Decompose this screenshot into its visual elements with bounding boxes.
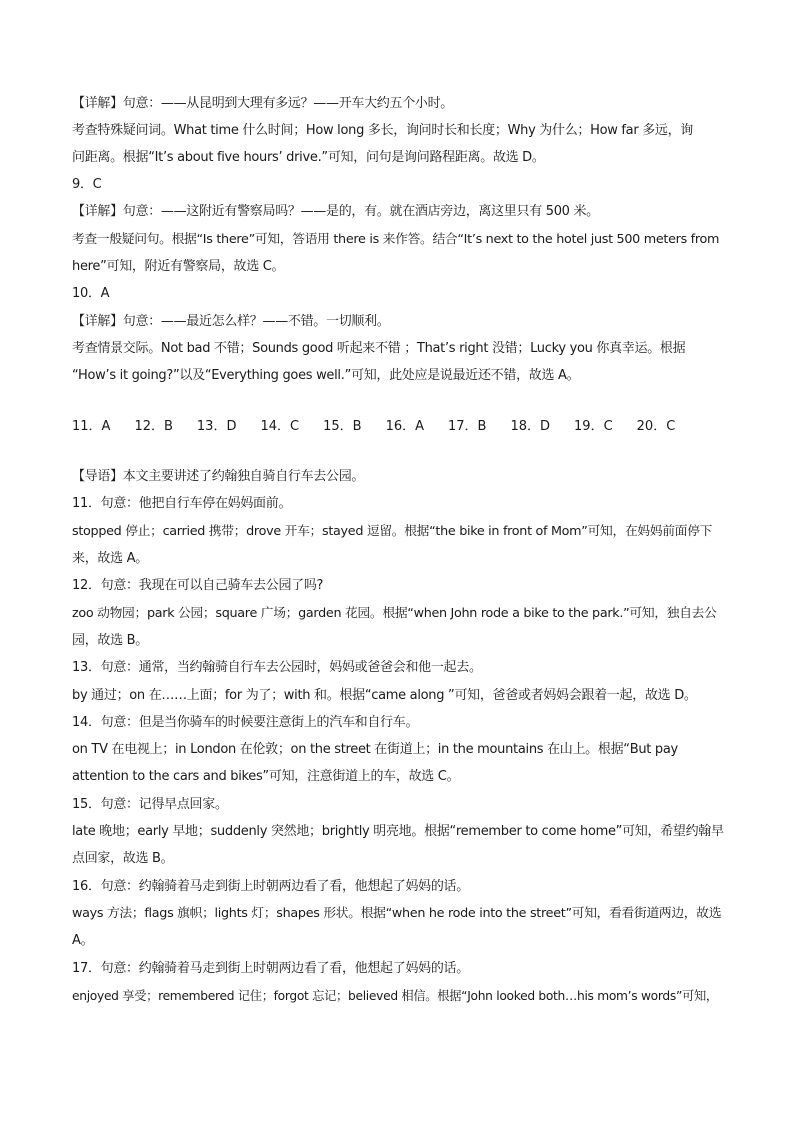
text-line: 点回家，故选 B。 bbox=[72, 851, 174, 866]
text-line: 13．句意：通常，当约翰骑自行车去公园时，妈妈或爸爸会和他一起去。 bbox=[72, 660, 482, 675]
text-line: on TV 在电视上；in London 在伦敦；on the street 在街道上；in the mountains 在山上。根据“But pay bbox=[72, 742, 678, 757]
text-line: ways 方法；flags 旗帜；lights 灯；shapes 形状。根据“when he rode into the street”可知，看看街道两边，故选 bbox=[72, 906, 722, 921]
text-line: 11．句意：他把自行车停在妈妈面前。 bbox=[72, 496, 292, 511]
text-line: 10．A bbox=[72, 286, 110, 301]
answer-item: 11．A bbox=[72, 419, 111, 434]
answer-item: 16．A bbox=[385, 419, 424, 434]
text-line: 园，故选 B。 bbox=[72, 633, 148, 648]
answer-key-row bbox=[72, 417, 675, 437]
text-line: “How’s it going?”以及“Everything goes well.”可知，此处应是说最近还不错，故选 A。 bbox=[72, 368, 580, 383]
text-line: 来，故选 A。 bbox=[72, 551, 148, 566]
answer-item: 19．C bbox=[574, 419, 613, 434]
text-line: 14．句意：但是当你骑车的时候要注意街上的汽车和自行车。 bbox=[72, 715, 419, 730]
answer-item: 20．C bbox=[636, 419, 676, 434]
text-line: stopped 停止；carried 携带；drove 开车；stayed 逗留。根据“the bike in front of Mom”可知，在妈妈前面停下 bbox=[72, 524, 713, 539]
text-line: 9．C bbox=[72, 177, 102, 192]
text-line: 【详解】句意：——这附近有警察局吗？——是的，有。就在酒店旁边，离这里只有 500 米。 bbox=[72, 204, 599, 219]
text-line: 考查情景交际。Not bad 不错；Sounds good 听起来不错 ；That’s right 没错；Lucky you 你真幸运。根据 bbox=[72, 341, 686, 356]
answer-item: 12．B bbox=[134, 419, 173, 434]
answer-item: 15．B bbox=[323, 419, 362, 434]
text-line: 15．句意：记得早点回家。 bbox=[72, 797, 228, 812]
text-line: 考查特殊疑问词。What time 什么时间；How long 多长，询问时长和长度；Why 为什么；How far 多远，询 bbox=[72, 123, 694, 138]
answer-item: 18．D bbox=[510, 419, 551, 434]
text-line: 【导语】本文主要讲述了约翰独自骑自行车去公园。 bbox=[72, 469, 365, 484]
text-line: late 晚地；early 早地；suddenly 突然地；brightly 明亮地。根据“remember to come home”可知，希望约翰早 bbox=[72, 824, 724, 839]
text-line: 17．句意：约翰骑着马走到街上时朝两边看了看，他想起了妈妈的话。 bbox=[72, 961, 469, 976]
text-line: here”可知，附近有警察局，故选 C。 bbox=[72, 259, 285, 274]
text-line: by 通过；on 在……上面；for 为了；with 和。根据“came along ”可知，爸爸或者妈妈会跟着一起，故选 D。 bbox=[72, 688, 697, 703]
text-line: attention to the cars and bikes”可知，注意街道上的车，故选 C。 bbox=[72, 769, 460, 784]
text-line: A。 bbox=[72, 933, 94, 948]
text-line: enjoyed 享受；remembered 记住；forgot 忘记；believed 相信。根据“John looked both…his mom’s words”可知， bbox=[72, 989, 718, 1003]
answer-item: 14．C bbox=[260, 419, 300, 434]
text-line: 16．句意：约翰骑着马走到街上时朝两边看了看，他想起了妈妈的话。 bbox=[72, 879, 469, 894]
text-line: 考查一般疑问句。根据“Is there”可知，答语用 there is 来作答。结合“It’s next to the hotel just 500 meters from bbox=[72, 232, 720, 247]
answer-item: 13．D bbox=[196, 419, 237, 434]
text-line: 【详解】句意：——从昆明到大理有多远？——开车大约五个小时。 bbox=[72, 96, 454, 111]
text-line: zoo 动物园；park 公园；square 广场；garden 花园。根据“when John rode a bike to the park.”可知，独自去公 bbox=[72, 606, 717, 621]
answer-item: 17．B bbox=[448, 419, 487, 434]
text-line: 问距离。根据“It’s about five hours’ drive.”可知，问句是询问路程距离。故选 D。 bbox=[72, 150, 545, 165]
text-line: 12．句意：我现在可以自己骑车去公园了吗? bbox=[72, 578, 324, 593]
text-line: 【详解】句意：——最近怎么样？——不错。一切顺利。 bbox=[72, 314, 390, 329]
